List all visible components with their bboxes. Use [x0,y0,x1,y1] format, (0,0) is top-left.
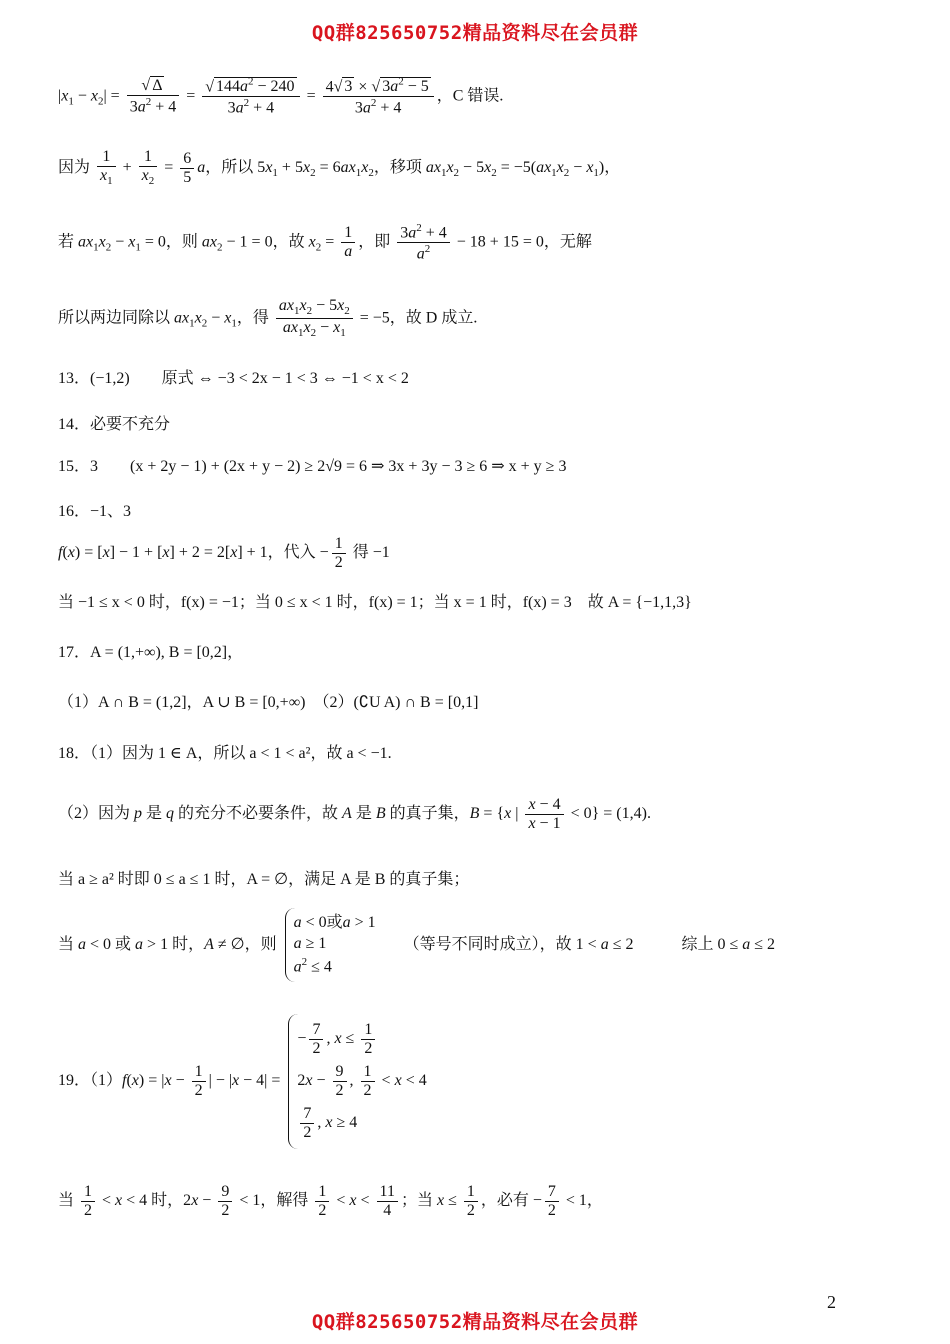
watermark-banner-top: QQ群825650752精品资料尽在会员群 [311,22,639,44]
solution-line-l18: 当 $\frac{1}{2}$ < x < 4 时，2x − $\frac{9}{2}$ < 1，解得 $\frac{1}{2}$ < x < $\frac{11}{4}$ ；当 x ≤ $\frac{1}{2}$ ，必有 − $\frac{7}{2}$ < 1， [58,1183,603,1219]
solution-line-l17: 19．（1）f(x) = |x − $\frac{1}{2}$ | − |x − 4| = − $\frac{7}{2}$ , x ≤ $\frac{1}{2}$ 2x − $\frac{9}{2}$ , $\frac{1}{2}$ < x < 4 $\frac{7}{2}$ , x ≥ 4 [58,1014,427,1149]
solution-line-l9: f(x) = [x] − 1 + [x] + 2 = 2[x] + 1，代入 − $\frac{1}{2}$ 得 −1 [58,535,390,571]
solution-line-l11: 17．A = (1,+∞), B = [0,2]， [58,644,244,661]
solution-line-l16: 当 a < 0 或 a > 1 时，A ≠ ∅，则 a < 0或a > 1 a ≥ 1 $a^2 \le 4$ （等号不同时成立），故 1 < a ≤ 2 综上 0 ≤ a ≤ 2 [58,908,775,982]
watermark-banner-bottom: QQ群825650752精品资料尽在会员群 [311,1311,639,1333]
page-number: 2 [827,1292,836,1312]
solution-line-l14: （2）因为 p 是 q 的充分不必要条件，故 A 是 B 的真子集，B = {x | $\frac{x - 4}{x - 1}$ < 0} = (1,4). [58,796,651,832]
solution-line-l8: 16．−1、3 [58,503,132,520]
solution-line-l15: 当 a ≥ a² 时即 0 ≤ a ≤ 1 时，A = ∅，满足 A 是 B 的真子集； [58,871,470,888]
solution-line-l4: 所以两边同除以 $ax_1x_2 - x_1$，得 $\frac{ax_1x_2 - 5x_2}{ax_1x_2 - x_1}$ = −5，故 D 成立. [58,297,478,340]
solution-line-l7: 15．3 (x + 2y − 1) + (2x + y − 2) ≥ 2√9 = 6 ⇒ 3x + 3y − 3 ≥ 6 ⇒ x + y ≥ 3 [58,458,567,475]
solution-line-l12: （1）A ∩ B = (1,2]，A ∪ B = [0,+∞) （2）(∁U A) ∩ B = [0,1] [58,694,479,711]
solution-line-l5: 13．(−1,2) 原式 ⇔ −3 < 2x − 1 < 3 ⇔ −1 < x < 2 [58,370,409,387]
solution-line-l13: 18．（1）因为 1 ∈ A，所以 a < 1 < a²，故 a < −1. [58,745,392,762]
solution-line-l10: 当 −1 ≤ x < 0 时，f(x) = −1；当 0 ≤ x < 1 时，f(x) = 1；当 x = 1 时，f(x) = 3 故 A = {−1,1,3} [58,594,692,611]
solution-line-l2: 因为 $\frac{1}{x_1}$ + $\frac{1}{x_2}$ = $\frac{6}{5}$ a，所以 $5x_1 + 5x_2 = 6ax_1x_2$，移项 $ax_1x_2 - 5x_2 = -5(ax_1x_2 - x_1)$， [58,148,621,188]
solution-line-l6: 14．必要不充分 [58,416,171,433]
solution-line-l1: $|x_1 - x_2|$ = $\frac{√ \Delta}{3a^2 + 4}$ = $\frac{√ 144a^2 - 240}{3a^2 + 4}$ = $\frac{4√ 3 \times √ 3a^2 - 5}{3a^2 + 4}$ ，C 错误. [58,76,504,117]
solution-line-l3: 若 $ax_1x_2 - x_1 = 0$，则 $ax_2 - 1 = 0$，故 $x_2$ = $\frac{1}{a}$ ，即 $\frac{3a^2 + 4}{a^2}$ − 18 + 15 = 0，无解 [58,222,592,263]
